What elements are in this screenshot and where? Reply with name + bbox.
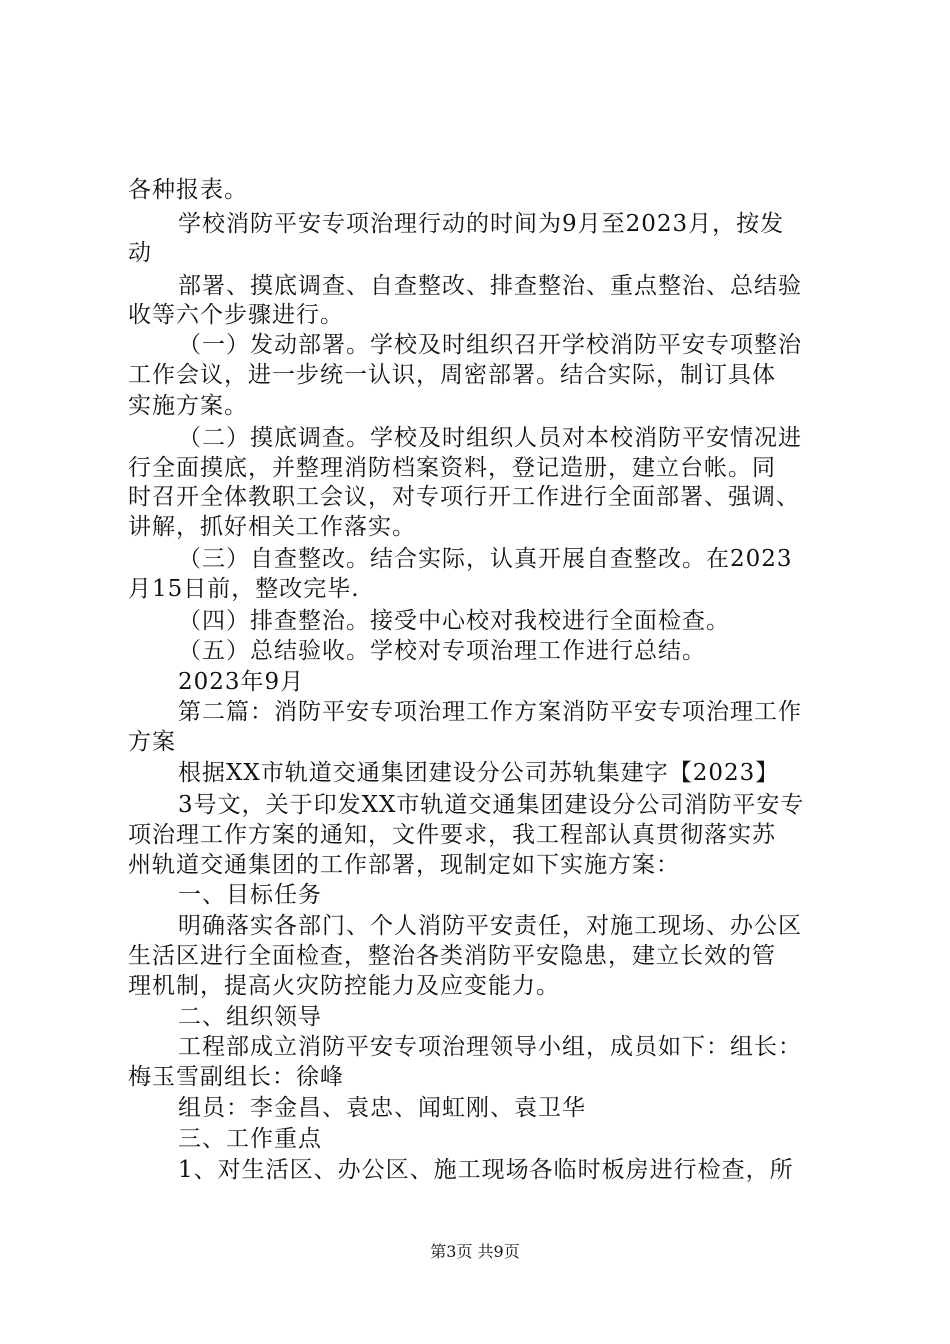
text-line: 各种报表。 bbox=[128, 177, 248, 203]
text-line: 工作会议，进一步统一认识，周密部署。结合实际，制订具体 bbox=[128, 362, 776, 388]
text-line: 工程部成立消防平安专项治理领导小组，成员如下：组长： bbox=[178, 1034, 802, 1060]
text-line: 时召开全体教职工会议，对专项行开工作进行全面部署、强调、 bbox=[128, 484, 800, 510]
text-line: 讲解，抓好相关工作落实。 bbox=[128, 514, 416, 540]
text-line: （四）排查整治。接受中心校对我校进行全面检查。 bbox=[178, 608, 730, 634]
text-line: 根据XX市轨道交通集团建设分公司苏轨集建字【2023】 bbox=[178, 760, 780, 786]
text-line: （一）发动部署。学校及时组织召开学校消防平安专项整治 bbox=[178, 332, 802, 358]
text-line: （五）总结验收。学校对专项治理工作进行总结。 bbox=[178, 638, 706, 664]
text-line: 3号文，关于印发XX市轨道交通集团建设分公司消防平安专 bbox=[178, 792, 805, 818]
text-line: 月15日前，整改完毕. bbox=[128, 576, 360, 602]
text-line: 梅玉雪副组长：徐峰 bbox=[128, 1064, 344, 1090]
text-line: 明确落实各部门、个人消防平安责任，对施工现场、办公区 bbox=[178, 913, 802, 939]
text-line: （二）摸底调查。学校及时组织人员对本校消防平安情况进 bbox=[178, 425, 802, 451]
text-line: 行全面摸底，并整理消防档案资料，登记造册，建立台帐。同 bbox=[128, 455, 776, 481]
text-line: 生活区进行全面检查，整治各类消防平安隐患，建立长效的管 bbox=[128, 943, 776, 969]
text-line: 项治理工作方案的通知，文件要求，我工程部认真贯彻落实苏 bbox=[128, 822, 776, 848]
text-line: 州轨道交通集团的工作部署，现制定如下实施方案： bbox=[128, 852, 680, 878]
text-line: 2023年9月 bbox=[178, 669, 305, 695]
text-line: 一、目标任务 bbox=[178, 882, 322, 908]
text-line: 理机制，提高火灾防控能力及应变能力。 bbox=[128, 973, 560, 999]
text-line: 组员：李金昌、袁忠、闻虹刚、袁卫华 bbox=[178, 1095, 586, 1121]
text-line: 第二篇：消防平安专项治理工作方案消防平安专项治理工作 bbox=[178, 699, 802, 725]
text-line: 实施方案。 bbox=[128, 393, 248, 419]
text-line: 二、组织领导 bbox=[178, 1004, 322, 1030]
text-line: （三）自查整改。结合实际，认真开展自查整改。在2023 bbox=[178, 546, 793, 572]
text-line: 1、对生活区、办公区、施工现场各临时板房进行检查，所 bbox=[178, 1157, 794, 1183]
page-number-footer: 第3页 共9页 bbox=[430, 1242, 520, 1261]
text-line: 方案 bbox=[128, 729, 176, 755]
text-line: 部署、摸底调查、自查整改、排查整治、重点整治、总结验 bbox=[178, 273, 802, 299]
text-line: 收等六个步骤进行。 bbox=[128, 302, 344, 328]
text-line: 动 bbox=[128, 240, 152, 266]
text-line: 学校消防平安专项治理行动的时间为9月至2023月，按发 bbox=[178, 211, 785, 237]
text-line: 三、工作重点 bbox=[178, 1126, 322, 1152]
